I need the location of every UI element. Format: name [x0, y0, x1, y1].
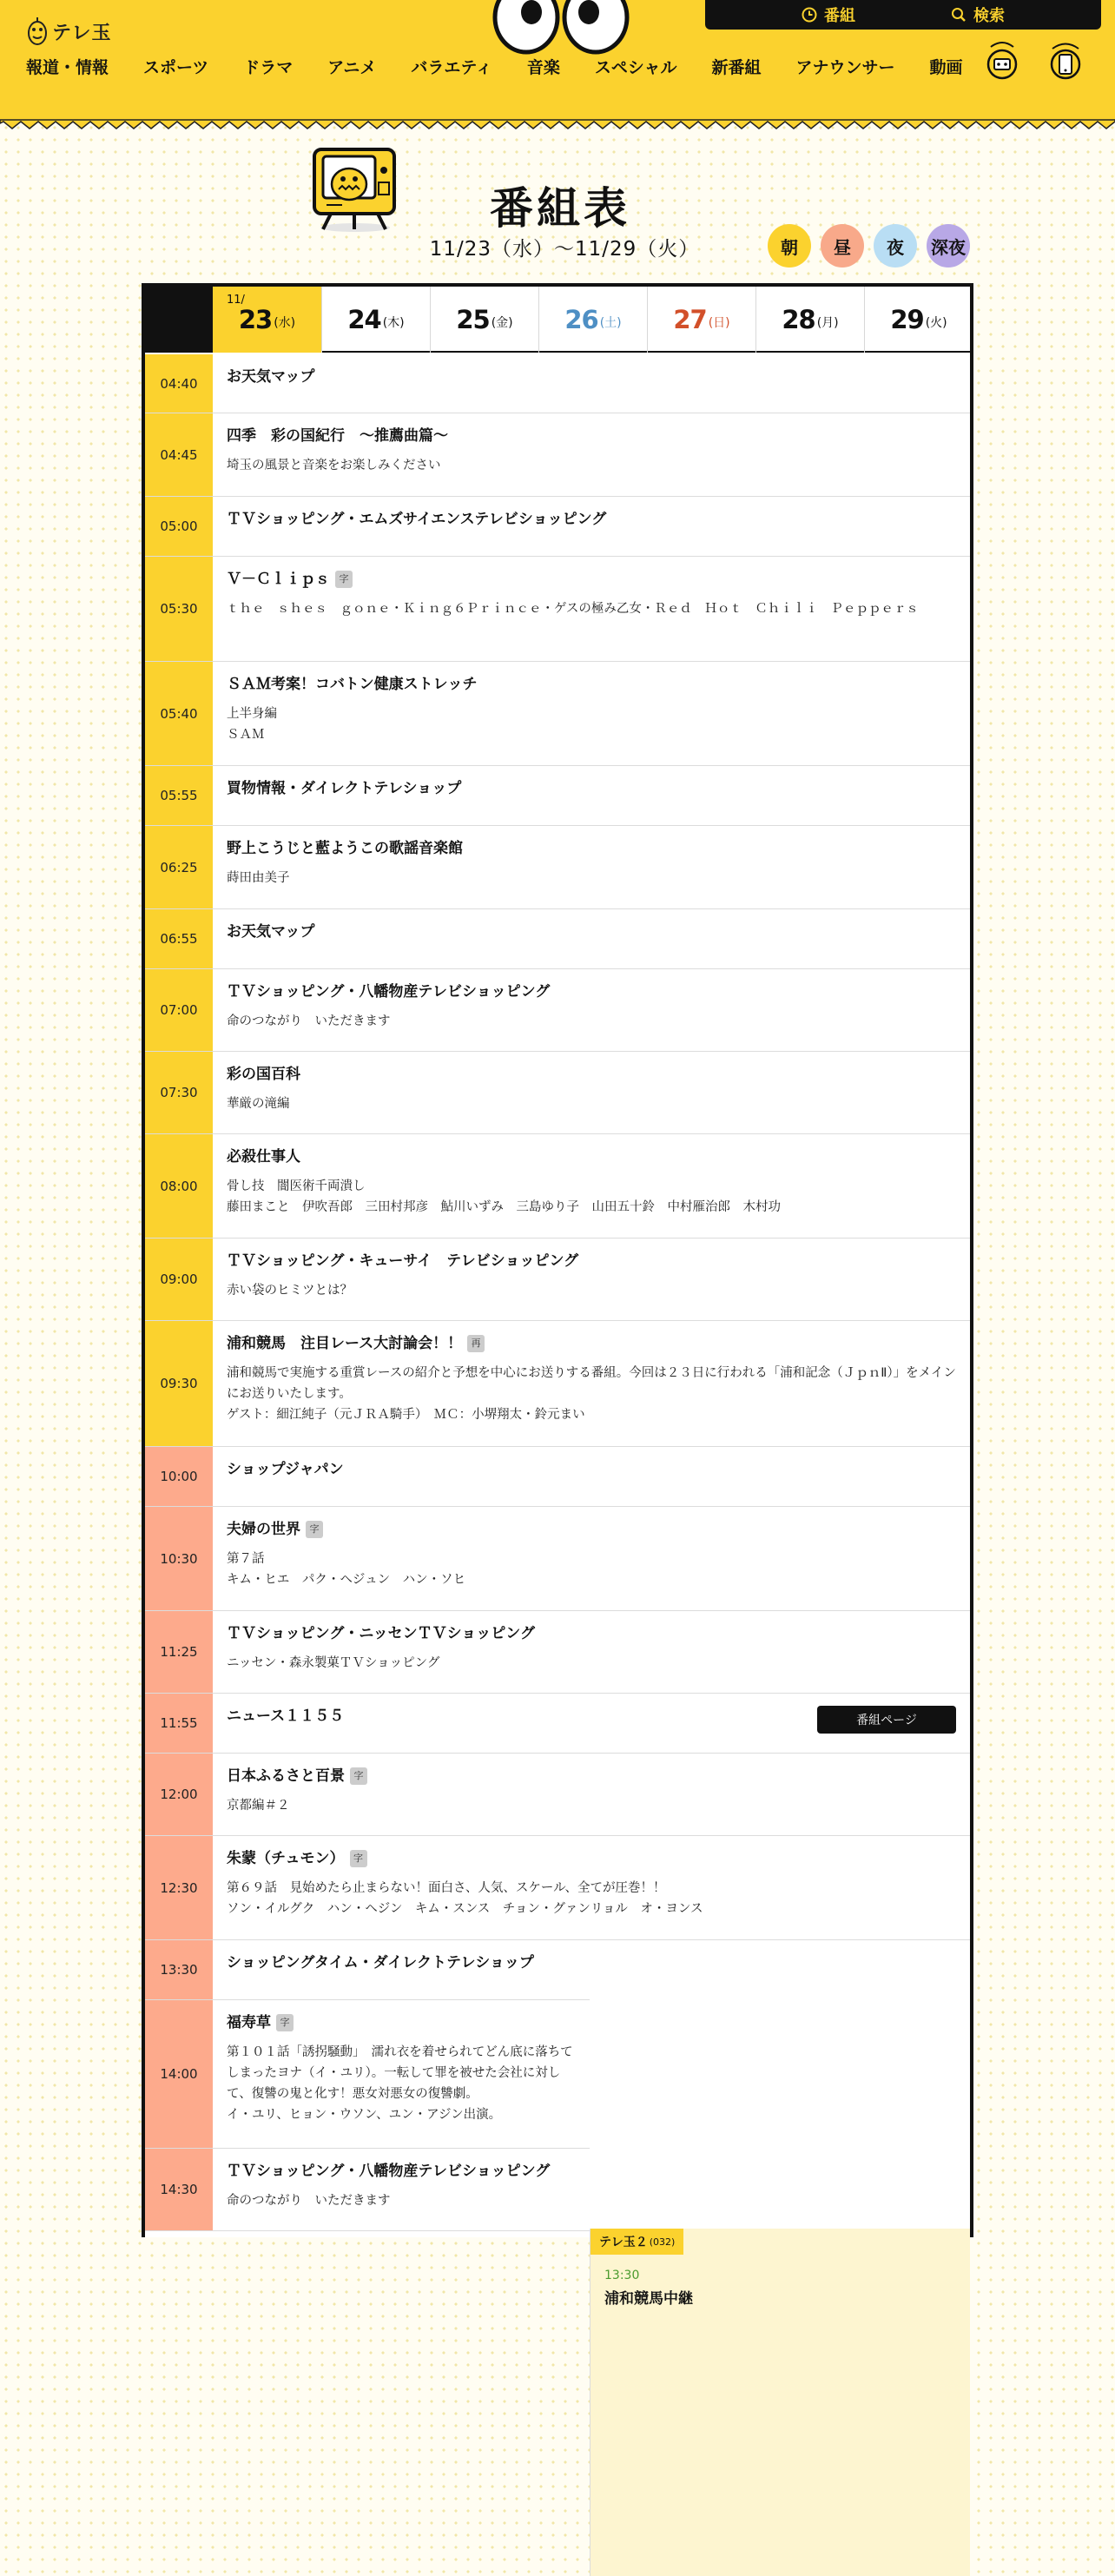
program-title[interactable] [227, 1333, 956, 1354]
program-row[interactable] [145, 2149, 590, 2231]
program-body [213, 826, 970, 908]
program-body [213, 1507, 970, 1610]
program-description-line: ｔｈｅ ｓｈｅｓ ｇｏｎｅ・Ｋｉｎｇ６Ｐｒｉｎｃｅ・ゲスの極み乙女・Ｒｅｄ Ｈｏｔ Ｃｈｉｌｉ Ｐｅｐｐｅｒｓ [227, 602, 919, 616]
program-title[interactable] [227, 1459, 956, 1480]
program-description [227, 1363, 956, 1425]
subtitle-badge: 字 [350, 1767, 367, 1785]
day-tab-29[interactable] [864, 287, 973, 353]
program-description [227, 1011, 956, 1032]
program-time: 04:40 [145, 354, 213, 413]
program-title[interactable] [227, 426, 956, 446]
program-page-button[interactable]: 番組ページ [817, 1706, 956, 1734]
clock-icon [802, 7, 817, 23]
program-title[interactable] [227, 1146, 956, 1167]
program-description-line: 埼玉の風景と音楽をお楽しみください [227, 459, 441, 472]
site-logo[interactable] [26, 16, 112, 47]
program-title-text: ＴＶショッピング・エムズサイエンステレビショッピング [227, 511, 607, 528]
program-title-text: 彩の国百科 [227, 1066, 300, 1083]
search-link[interactable] [951, 3, 1005, 26]
subtitle-badge: 字 [335, 571, 353, 588]
program-row[interactable] [145, 557, 970, 662]
schedule-grid [142, 283, 973, 2308]
program-title[interactable] [227, 674, 956, 695]
program-description [227, 1653, 956, 1674]
program-description [227, 1549, 956, 1590]
program-time: 11:55 [145, 1694, 213, 1753]
subtitle-badge: 字 [350, 1850, 367, 1867]
day-weekday: (月) [816, 316, 839, 330]
day-number: 27 [673, 305, 707, 334]
program-title-text: ＳＡＭ考案！コバトン健康ストレッチ [227, 676, 478, 693]
page-title: 番組表 [490, 183, 630, 234]
program-description-line: イ・ユリ、ヒョン・ウソン、ユン・アジン出演。 [227, 2108, 502, 2122]
program-description [227, 1093, 956, 1114]
day-number: 23 [238, 305, 273, 334]
program-description-line: 上半身編 [227, 707, 277, 721]
program-description [227, 703, 956, 745]
program-title[interactable] [227, 569, 956, 590]
program-time: 09:30 [145, 1321, 213, 1446]
program-title-text: お天気マップ [227, 368, 315, 386]
program-description [227, 1795, 956, 1816]
program-guide-link[interactable] [802, 3, 855, 26]
program-body [213, 1134, 970, 1238]
nav-item-new-programs[interactable]: 新番組 [711, 57, 762, 77]
program-description-line: 京都編＃２ [227, 1799, 290, 1813]
program-title[interactable] [227, 778, 956, 799]
program-description-line: 第６９話 見始めたら止まらない！面白さ、人気、スケール、全てが圧巻！！ [227, 1881, 666, 1895]
program-row[interactable] [145, 826, 970, 909]
day-number: 29 [890, 305, 924, 334]
program-row[interactable] [145, 969, 970, 1052]
program-row[interactable] [145, 1447, 970, 1507]
nav-item-video[interactable]: 動画 [929, 57, 963, 77]
program-body [213, 413, 970, 496]
program-body [213, 2000, 590, 2148]
program-row[interactable] [145, 1694, 970, 1754]
program-description-line: 華厳の滝編 [227, 1097, 290, 1111]
program-body [213, 1321, 970, 1446]
program-description-line: ソン・イルグク ハン・ヘジン キム・スンス チョン・グァンリョル オ・ヨンス [227, 1902, 703, 1916]
program-row[interactable] [145, 497, 970, 557]
nav-item-music[interactable]: 音楽 [526, 57, 560, 77]
program-title-text: 四季 彩の国紀行 ～推薦曲篇～ [227, 427, 448, 445]
time-filter-morning[interactable]: 朝 [768, 224, 811, 268]
search-icon [951, 7, 967, 23]
program-row[interactable] [145, 1940, 590, 2000]
program-time: 05:55 [145, 766, 213, 825]
sub-channel-panel[interactable] [590, 2229, 970, 2576]
program-description-line: 蒔田由美子 [227, 871, 290, 885]
program-body [213, 766, 970, 825]
program-time: 05:30 [145, 557, 213, 661]
program-title-text: ショッピングタイム・ダイレクトテレショップ [227, 1954, 534, 1972]
program-title-text: ショップジャパン [227, 1461, 344, 1478]
program-body [213, 969, 970, 1051]
program-description-line: 藤田まこと 伊吹吾郎 三田村邦彦 鮎川いずみ 三島ゆり子 山田五十鈴 中村雁治郎 木村功 [227, 1200, 781, 1214]
day-tab-24[interactable] [321, 287, 430, 353]
day-tab-23[interactable] [213, 287, 321, 353]
nav-item-drama[interactable]: ドラマ [243, 57, 294, 77]
program-description-line: 第１０１話「誘拐騒動」 濡れ衣を着せられてどん底に落ちてしまったヨナ（イ・ユリ）。一転して罪を被せた会社に対して、復讐の鬼と化す！悪女対悪女の復讐劇。 [227, 2045, 573, 2101]
program-time: 10:30 [145, 1507, 213, 1610]
program-title[interactable] [227, 1519, 956, 1540]
program-time: 14:00 [145, 2000, 213, 2148]
program-title[interactable] [227, 1952, 576, 1973]
program-title-text: Ｖ－Ｃｌｉｐｓ [227, 571, 330, 588]
program-row[interactable] [145, 662, 970, 766]
program-time: 05:00 [145, 497, 213, 556]
day-header-corner [145, 287, 213, 353]
eyes-decoration-icon [492, 0, 630, 54]
program-description-line: 骨し技 闇医術千両潰し [227, 1179, 366, 1193]
program-title-text: ニュース１１５５ [227, 1707, 345, 1725]
program-title-text: 浦和競馬 注目レース大討論会！！ [227, 1335, 463, 1352]
program-description-line: 命のつながり いただきます [227, 2194, 391, 2208]
day-weekday: (水) [274, 316, 296, 330]
program-title-text: ＴＶショッピング・キューサイ テレビショッピング [227, 1252, 579, 1270]
program-row[interactable] [145, 1836, 970, 1940]
program-title[interactable] [227, 1766, 956, 1787]
day-weekday: (土) [599, 316, 622, 330]
program-body [213, 1754, 970, 1835]
program-description [227, 2042, 576, 2125]
program-body [213, 909, 970, 968]
sub-channel-name: テレ玉２ [599, 2236, 648, 2249]
time-filter-night[interactable]: 夜 [874, 224, 917, 268]
program-body [213, 354, 970, 413]
program-description-line: ゲスト：細江純子（元ＪＲＡ騎手） ＭＣ：小堺翔太・鈴元まい [227, 1408, 585, 1422]
program-description [227, 868, 956, 888]
program-title[interactable] [227, 2161, 576, 2182]
program-title-text: 買物情報・ダイレクトテレショップ [227, 780, 462, 797]
day-weekday: (火) [925, 316, 947, 330]
program-title-text: 福寿草 [227, 2014, 271, 2031]
program-row[interactable] [145, 909, 970, 969]
day-weekday: (木) [382, 316, 405, 330]
program-description-line: 第７話 [227, 1552, 265, 1566]
program-time: 07:00 [145, 969, 213, 1051]
sub-program-time: 13:30 [604, 2269, 640, 2282]
main-nav [26, 52, 998, 80]
program-time: 13:30 [145, 1940, 213, 1999]
program-description-line: ニッセン・森永製菓ＴＶショッピング [227, 1656, 440, 1670]
program-title[interactable] [227, 1848, 956, 1869]
program-title[interactable] [227, 367, 956, 387]
program-row[interactable] [145, 1507, 970, 1611]
time-filter-group [768, 224, 970, 268]
sub-channel-code: (032) [649, 2236, 676, 2248]
program-description [227, 1878, 956, 1919]
program-body [213, 1940, 590, 1999]
program-row[interactable] [145, 766, 970, 826]
nav-item-news[interactable]: 報道・情報 [26, 57, 109, 77]
nav-item-variety[interactable]: バラエティ [411, 57, 492, 77]
program-time: 05:40 [145, 662, 213, 765]
day-tab-28[interactable] [755, 287, 864, 353]
program-title-text: 必殺仕事人 [227, 1148, 300, 1166]
day-month: 11/ [227, 294, 245, 307]
program-time: 12:00 [145, 1754, 213, 1835]
program-title[interactable] [227, 1251, 956, 1271]
teletama-app-icon[interactable] [1047, 40, 1084, 82]
top-utility-bar [705, 0, 1101, 30]
program-title[interactable] [227, 2012, 576, 2033]
program-description [227, 598, 956, 619]
program-title-text: 野上こうじと藍ようこの歌謡音楽館 [227, 840, 463, 857]
program-title[interactable] [227, 509, 956, 530]
search-label: 検索 [973, 7, 1005, 25]
program-title[interactable] [227, 921, 956, 942]
program-row[interactable] [145, 1754, 970, 1836]
program-title[interactable] [227, 838, 956, 859]
program-time: 08:00 [145, 1134, 213, 1238]
program-title-text: ＴＶショッピング・八幡物産テレビショッピング [227, 983, 551, 1001]
program-title-text: 日本ふるさと百景 [227, 1767, 345, 1785]
program-description-line: 赤い袋のヒミツとは？ [227, 1284, 353, 1298]
program-time: 12:30 [145, 1836, 213, 1939]
program-row[interactable] [145, 1238, 970, 1321]
program-body [213, 1836, 970, 1939]
site-header [0, 0, 1115, 122]
program-guide-label: 番組 [824, 7, 855, 25]
program-body [213, 557, 970, 661]
program-description-line: ＳＡＭ [227, 728, 265, 742]
program-body [213, 1447, 970, 1506]
sub-channel-tag [590, 2229, 683, 2255]
logo-text: テレ玉 [52, 22, 112, 44]
nav-item-special[interactable]: スペシャル [594, 57, 677, 77]
program-row[interactable] [145, 413, 970, 497]
program-title[interactable] [227, 1623, 956, 1644]
sub-program-title[interactable]: 浦和競馬中継 [604, 2290, 693, 2308]
program-time: 07:30 [145, 1052, 213, 1133]
program-description [227, 1176, 956, 1218]
program-row[interactable] [145, 1321, 970, 1447]
rerun-badge: 再 [467, 1335, 485, 1352]
program-description [227, 2190, 576, 2211]
program-row[interactable] [145, 2000, 590, 2149]
mascot-icon [26, 16, 49, 47]
nav-item-announcers[interactable]: アナウンサー [795, 57, 895, 77]
day-number: 25 [456, 305, 490, 334]
nav-item-sports[interactable]: スポーツ [143, 57, 209, 77]
day-tab-25[interactable] [430, 287, 538, 353]
nav-item-anime[interactable]: アニメ [327, 57, 377, 77]
day-weekday: (金) [491, 316, 513, 330]
program-row[interactable] [145, 354, 970, 413]
day-number: 24 [347, 305, 381, 334]
program-title-text: ＴＶショッピング・八幡物産テレビショッピング [227, 2163, 551, 2180]
program-time: 06:25 [145, 826, 213, 908]
program-description-line: 命のつながり いただきます [227, 1014, 391, 1028]
program-title[interactable] [227, 981, 956, 1002]
program-row[interactable] [145, 1134, 970, 1238]
program-body [213, 497, 970, 556]
day-number: 28 [782, 305, 815, 334]
program-title-text: 夫婦の世界 [227, 1521, 300, 1538]
program-time: 09:00 [145, 1238, 213, 1320]
program-time: 11:25 [145, 1611, 213, 1693]
program-body [213, 1052, 970, 1133]
program-description-line: キム・ヒエ パク・ヘジュン ハン・ソヒ [227, 1573, 466, 1587]
teletama-shop-icon[interactable] [984, 40, 1020, 82]
program-time: 06:55 [145, 909, 213, 968]
date-range: 11/23（水）〜11/29（火） [429, 238, 700, 261]
program-title-text: お天気マップ [227, 923, 315, 941]
program-body [213, 2149, 590, 2230]
program-row[interactable] [145, 1611, 970, 1694]
day-weekday: (日) [708, 316, 730, 330]
header-zigzag-edge [0, 120, 1115, 130]
tv-mascot-icon [307, 144, 399, 234]
program-body [213, 1611, 970, 1693]
program-time: 10:00 [145, 1447, 213, 1506]
program-title-text: ＴＶショッピング・ニッセンＴＶショッピング [227, 1625, 535, 1642]
program-description-line: 浦和競馬で実施する重賞レースの紹介と予想を中心にお送りする番組。今回は２３日に行われる「浦和記念（ＪｐｎⅡ）」をメインにお送りいたします。 [227, 1366, 956, 1401]
program-time: 14:30 [145, 2149, 213, 2230]
program-body [213, 1238, 970, 1320]
program-row[interactable] [145, 1052, 970, 1134]
program-description [227, 1280, 956, 1301]
subtitle-badge: 字 [306, 1521, 323, 1538]
day-tab-26[interactable] [538, 287, 647, 353]
day-tab-bar [145, 287, 970, 353]
time-filter-daytime[interactable]: 昼 [821, 224, 864, 268]
program-time: 04:45 [145, 413, 213, 496]
day-tab-27[interactable] [647, 287, 755, 353]
program-title-text: 朱蒙（チュモン） [227, 1850, 345, 1867]
subtitle-badge: 字 [276, 2014, 294, 2031]
program-body [213, 662, 970, 765]
day-number: 26 [564, 305, 598, 334]
program-title[interactable] [227, 1064, 956, 1085]
program-description [227, 455, 956, 476]
time-filter-late-night[interactable]: 深夜 [927, 224, 970, 268]
